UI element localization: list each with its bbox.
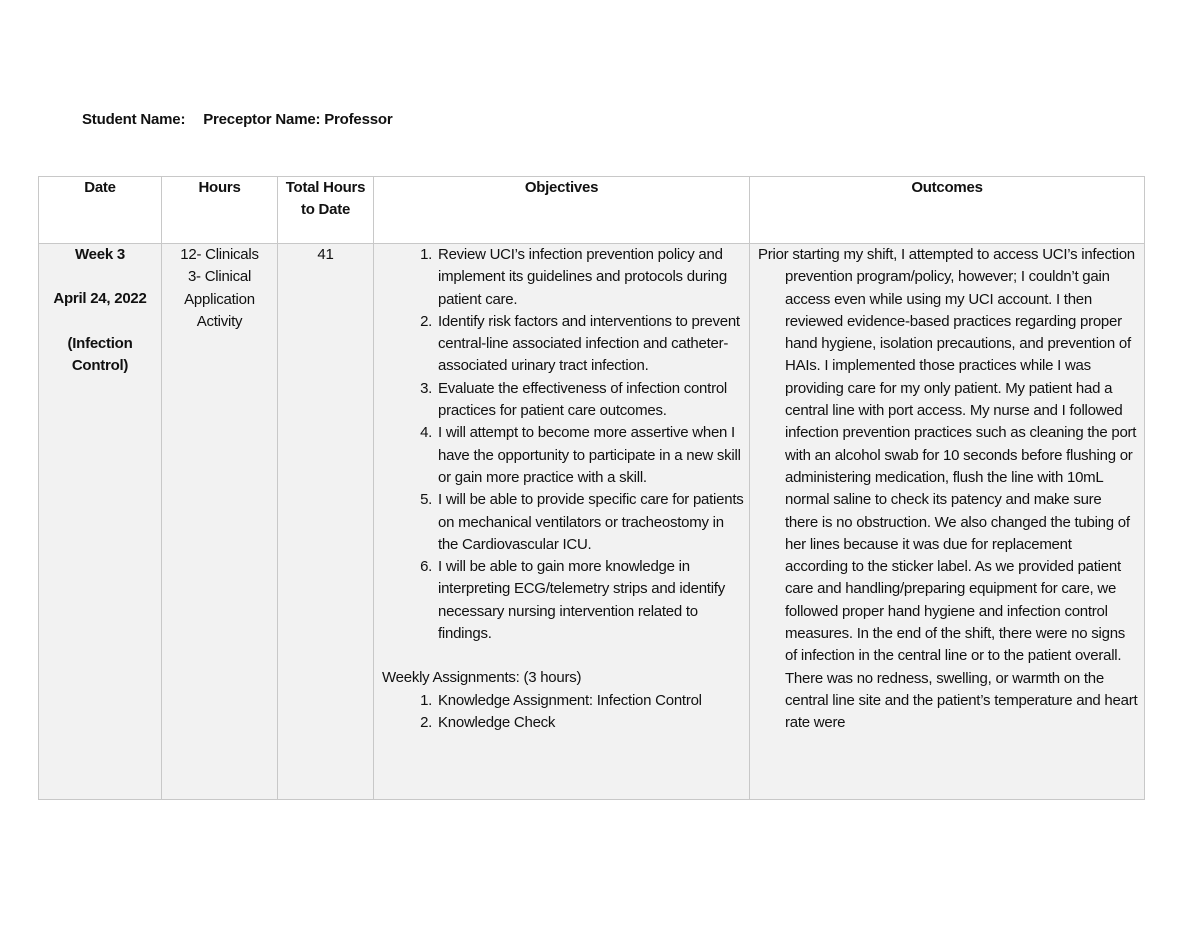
table-header-row [39,177,1145,244]
list-item: 2. Identify risk factors and interventions to prevent central-line associated infection and catheter-associated urinary tract infection. [436,311,745,378]
weekly-assignments-list [382,690,745,735]
date-cell [39,244,162,800]
objectives-list [382,244,745,645]
list-item: 2. Knowledge Check [436,712,745,734]
list-item: 1. Knowledge Assignment: Infection Control [436,690,745,712]
week-label: Week 3 [75,246,125,263]
table-row [39,244,1145,800]
list-item: 1. Review UCI’s infection prevention policy and implement its guidelines and protocols during patient care. [436,244,745,311]
total-hours-cell [278,244,374,800]
column-header-objectives: Objectives [374,177,750,244]
column-header-hours: Hours [162,177,278,244]
list-item: 5. I will be able to provide specific care for patients on mechanical ventilators or tracheostomy in the Cardiovascular ICU. [436,489,745,556]
header-line [82,111,406,128]
list-item: 6. I will be able to gain more knowledge in interpreting ECG/telemetry strips and identify necessary nursing intervention related to findings. [436,556,745,645]
student-name-label: Student Name: [82,111,186,128]
topic-label: (Infection Control) [67,334,133,374]
outcomes-text: Prior starting my shift, I attempted to access UCI’s infection prevention program/policy, however; I couldn’t gain access even while using my UCI account. I then reviewed evidence-based practices regarding proper hand hygiene, isolation precautions, and prevention of HAIs. I implemented those practices while I was providing care for my only patient. My patient had a central line with port access. My nurse and I followed infection prevention practices such as cleaning the port with an alcohol swab for 10 seconds before flushing or administering medication, flush the line with 10mL normal saline to check its patency and make sure there is no obstruction. We also changed the tubing of her lines because it was due for replacement according to the sticker label. As we provided patient care and handling/preparing equipment for care, we followed proper hand hygiene and infection control measures. In the end of the shift, there were no signs of infection in the central line or to the patient overall. There was no redness, swelling, or warmth on the central line site and the patient’s temperature and heart rate were [758,246,1138,732]
column-header-total-hours: Total Hours to Date [278,177,374,244]
date-value: April 24, 2022 [53,290,147,308]
column-header-outcomes: Outcomes [750,177,1145,244]
objectives-cell [374,244,750,800]
clinical-hours: 12- Clinicals [180,246,259,263]
outcomes-cell [750,244,1145,800]
preceptor-name-label: Preceptor Name: Professor [203,111,393,128]
weekly-assignments-label: Weekly Assignments: (3 hours) [382,669,582,687]
total-hours-value: 41 [317,246,334,263]
column-header-date: Date [39,177,162,244]
list-item: 4. I will attempt to become more assertive when I have the opportunity to participate in a new skill or gain more practice with a skill. [436,422,745,489]
application-hours: 3- Clinical Application Activity [184,268,255,330]
list-item: 3. Evaluate the effectiveness of infection control practices for patient care outcomes. [436,378,745,423]
clinical-log-table [38,176,1145,800]
hours-cell [162,244,278,800]
